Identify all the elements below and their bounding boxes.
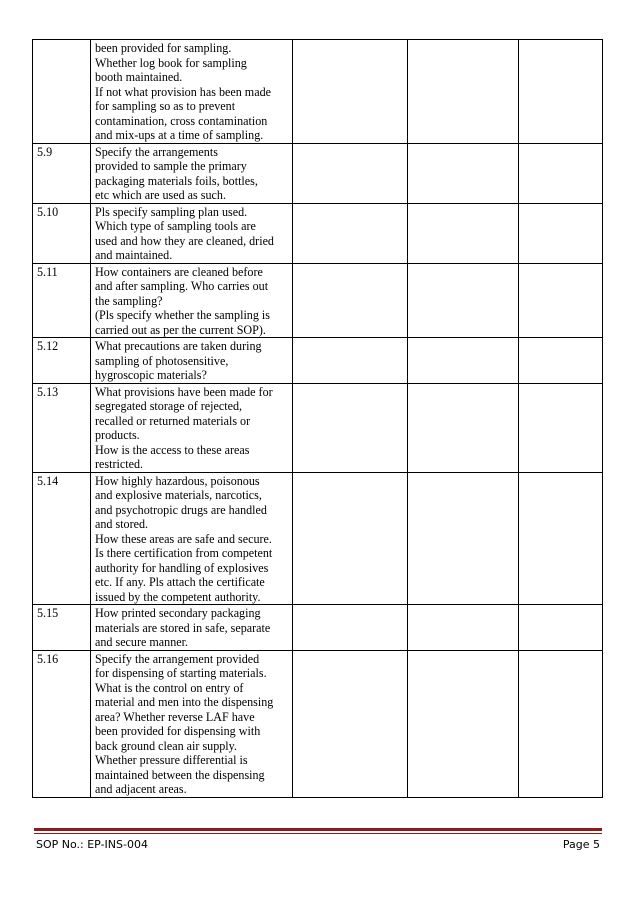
question-cell [91,143,293,203]
response-cell[interactable] [519,263,603,338]
response-cell[interactable] [408,650,519,797]
response-cell[interactable] [519,472,603,605]
footer-page-number: Page 5 [562,838,600,851]
question-line: recalled or returned materials or [95,413,251,428]
footer-sop-number: SOP No.: EP-INS-004 [36,838,148,851]
response-cell[interactable] [293,605,408,651]
question-line: restricted. [95,457,144,471]
question-line: packaging materials foils, bottles, [95,173,258,188]
response-cell[interactable] [408,143,519,203]
question-line: etc. If any. Pls attach the certificate [95,575,265,589]
response-cell[interactable] [519,650,603,797]
item-number-cell: 5.13 [33,383,91,472]
question-line: products. [95,428,140,442]
table-row [33,605,603,651]
response-cell[interactable] [519,203,603,263]
footer-rule-thick [34,828,602,831]
inspection-checklist-table [32,39,603,798]
question-line: etc which are used as such. [95,188,226,202]
question-line: authority for handling of explosives [95,560,269,575]
response-cell[interactable] [519,40,603,144]
item-number-cell: 5.14 [33,472,91,605]
question-line: area? Whether reverse LAF have [95,709,255,724]
question-line: How highly hazardous, poisonous [95,473,260,488]
question-line: maintained between the dispensing [95,767,265,782]
question-line: Is there certification from competent [95,546,273,560]
question-line: and secure manner. [95,635,189,649]
question-cell [91,383,293,472]
question-cell [91,605,293,651]
question-line: materials are stored in safe, separate [95,620,271,635]
footer-rule-thin [34,833,602,834]
response-cell[interactable] [293,143,408,203]
response-cell[interactable] [293,263,408,338]
question-line: (Pls specify whether the sampling is [95,308,270,322]
response-cell[interactable] [408,203,519,263]
response-cell[interactable] [408,472,519,605]
item-number-cell: 5.10 [33,203,91,263]
table-row [33,40,603,144]
question-line: and stored. [95,517,149,531]
question-line: How these areas are safe and secure. [95,531,272,546]
question-line: hygroscopic materials? [95,368,207,382]
question-line: the sampling? [95,293,163,308]
question-line: used and how they are cleaned, dried [95,233,274,248]
response-cell[interactable] [519,143,603,203]
response-cell[interactable] [293,40,408,144]
question-cell [91,203,293,263]
question-line: What provisions have been made for [95,384,273,399]
question-line: Which type of sampling tools are [95,219,256,233]
response-cell[interactable] [519,605,603,651]
item-number-cell [33,40,91,144]
table-row [33,338,603,384]
response-cell[interactable] [293,338,408,384]
response-cell[interactable] [408,605,519,651]
question-line: segregated storage of rejected, [95,399,243,413]
question-line: If not what provision has been made [95,84,271,99]
question-line: Specify the arrangement provided [95,651,260,666]
response-cell[interactable] [408,338,519,384]
item-number-cell: 5.16 [33,650,91,797]
question-cell [91,650,293,797]
question-line: booth maintained. [95,70,183,84]
question-cell [91,338,293,384]
question-line: provided to sample the primary [95,159,247,173]
question-line: What is the control on entry of [95,680,244,695]
item-number-cell: 5.11 [33,263,91,338]
question-line: Whether log book for sampling [95,55,247,70]
table-row [33,263,603,338]
table-row [33,143,603,203]
response-cell[interactable] [293,472,408,605]
question-line: Whether pressure differential is [95,753,248,767]
table-row [33,472,603,605]
response-cell[interactable] [293,203,408,263]
item-number-cell: 5.15 [33,605,91,651]
question-line: and explosive materials, narcotics, [95,488,262,502]
question-line: and psychotropic drugs are handled [95,502,267,517]
question-line: sampling of photosensitive, [95,353,229,368]
question-line: carried out as per the current SOP). [95,322,266,337]
question-line: and maintained. [95,248,173,262]
question-line: How containers are cleaned before [95,264,263,279]
question-line: contamination, cross contamination [95,113,268,128]
response-cell[interactable] [408,40,519,144]
question-cell [91,40,293,144]
response-cell[interactable] [408,263,519,338]
question-line: back ground clean air supply. [95,738,237,753]
question-line: How is the access to these areas [95,442,250,457]
question-line: been provided for sampling. [95,41,232,55]
item-number-cell: 5.12 [33,338,91,384]
question-line: What precautions are taken during [95,339,262,353]
question-line: and adjacent areas. [95,782,187,796]
table-row [33,383,603,472]
response-cell[interactable] [519,338,603,384]
response-cell[interactable] [408,383,519,472]
question-line: for dispensing of starting materials. [95,666,267,680]
question-line: material and men into the dispensing [95,695,274,709]
question-line: How printed secondary packaging [95,606,261,620]
question-cell [91,472,293,605]
question-line: and after sampling. Who carries out [95,279,269,293]
response-cell[interactable] [293,650,408,797]
question-line: Specify the arrangements [95,144,218,159]
question-line: been provided for dispensing with [95,724,261,738]
table-row [33,650,603,797]
response-cell[interactable] [293,383,408,472]
question-line: Pls specify sampling plan used. [95,204,248,219]
table-body [33,40,603,798]
item-number-cell: 5.9 [33,143,91,203]
response-cell[interactable] [519,383,603,472]
question-line: and mix-ups at a time of sampling. [95,128,264,142]
question-line: for sampling so as to prevent [95,99,236,113]
question-line: issued by the competent authority. [95,589,261,604]
question-cell [91,263,293,338]
table-row [33,203,603,263]
